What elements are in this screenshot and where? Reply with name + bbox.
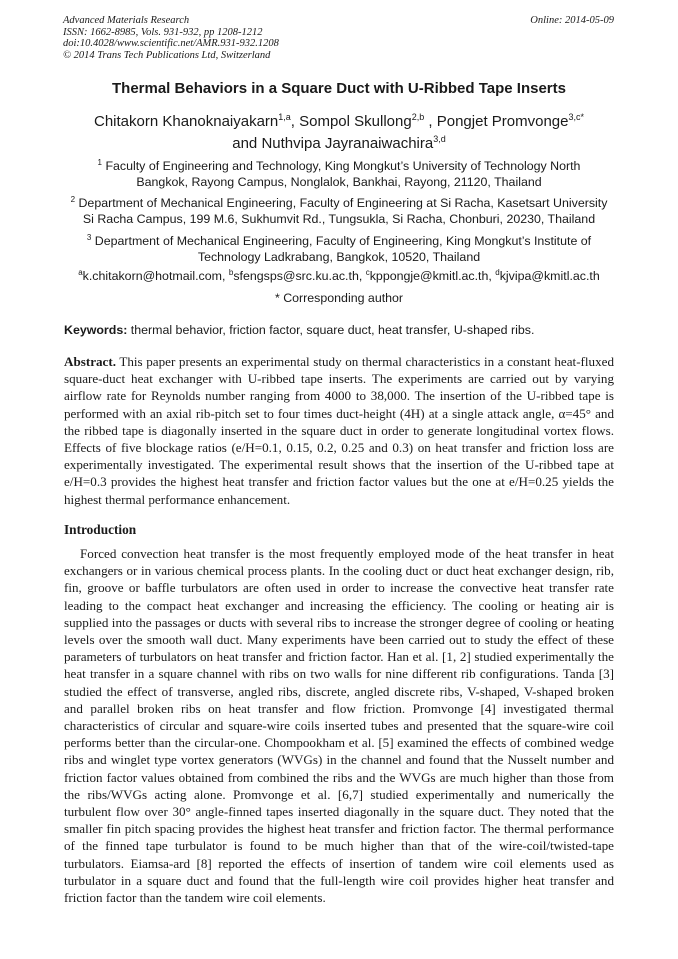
doi-line: doi:10.4028/www.scientific.net/AMR.931-932.1208: [63, 38, 279, 49]
author-affil-sup: 1,a: [278, 112, 291, 122]
introduction-heading: Introduction: [64, 522, 137, 537]
author-affil-sup: 3,d: [433, 134, 446, 144]
affiliation-line: Si Racha Campus, 199 M.6, Sukhumvit Rd., Tungsukla, Si Racha, Chonburi, 20230, Thailand: [82, 212, 596, 226]
author-name: Nuthvipa Jayranaiwachira: [261, 135, 434, 152]
paper-title: Thermal Behaviors in a Square Duct with U-Ribbed Tape Inserts: [112, 80, 566, 97]
abstract-label: Abstract.: [64, 354, 116, 369]
abstract: [64, 353, 614, 508]
email-link[interactable]: k.chitakorn@hotmail.com,: [82, 269, 226, 283]
keywords-label: Keywords:: [64, 323, 128, 337]
abstract-text: This paper presents an experimental study on thermal characteristics in a constant heat-fluxed square-duct heat exchanger with U-ribbed tape inserts. The experiments are carried out by varying airflow rate for Reynolds number ranging from 4000 to 38,000. The insertion of the U-ribbed tape is performed with an axial rib-pitch set to four times duct-height (4H) at a single attack angle, α=45° and the ribbed tape is diagonally inserted in the square duct in order to generate longitudinal vortex flows. Effects of five blockage ratios (e/H=0.1, 0.15, 0.2, 0.25 and 0.3) on heat transfer and friction loss are experimentally investigated. The experimental result shows that the insertion of the U-ribbed tape at e/H=0.3 provides the highest heat transfer and friction factor values but the one at e/H=0.25 yields the highest thermal performance enhancement.: [64, 354, 614, 507]
email-link[interactable]: kjvipa@kmitl.ac.th: [499, 269, 600, 283]
keywords-text: thermal behavior, friction factor, square duct, heat transfer, U-shaped ribs.: [127, 323, 535, 337]
affiliation-number: 1: [97, 158, 102, 167]
affiliation-1: [50, 158, 628, 190]
affiliation-number: 3: [86, 233, 92, 242]
author-list: Chitakorn Khanoknaiyakarn$^{1,a}$, Sompol Skullong$^{2,b}$ , Pongjet Promvonge$^{3,c*}$ and Nuthvipa Jayranaiwachira$^{3,d}$: [93, 112, 584, 152]
author-name: Chitakorn Khanoknaiyakarn: [93, 113, 279, 130]
affiliation-2: [50, 195, 628, 227]
corresponding-author-note: * Corresponding author: [274, 291, 404, 305]
affiliation-3: [50, 233, 628, 265]
online-date: Online: 2014-05-09: [530, 15, 614, 26]
author-affil-sup: 3,c*: [568, 112, 584, 122]
copyright-line: © 2014 Trans Tech Publications Ltd, Switzerland: [63, 49, 271, 61]
author-name: Pongjet Promvonge: [436, 113, 569, 130]
affiliation-line: Department of Mechanical Engineering, Faculty of Engineering, King Mongkut’s Institute of: [94, 234, 592, 248]
issn-line: ISSN: 1662-8985, Vols. 931-932, pp 1208-1212: [63, 26, 263, 38]
keywords: [64, 323, 534, 337]
author-name: Sompol Skullong: [299, 113, 412, 130]
affiliation-line: Department of Mechanical Engineering, Faculty of Engineering at Si Racha, Kasetsart University: [78, 196, 608, 210]
journal-header: [63, 15, 279, 61]
author-affil-sup: 2,b: [411, 112, 425, 122]
email-link[interactable]: kppongje@kmitl.ac.th,: [369, 269, 492, 283]
affiliation-line: Bangkok, Rayong Campus, Nonglalok, Bankhai, Rayong, 21120, Thailand: [136, 175, 542, 189]
email-line: $^a$k.chitakorn@hotmail.com, $^b$sfengsps@src.ku.ac.th, $^c$kppongje@kmitl.ac.th, $^d$kjvipa@kmitl.ac.th: [78, 268, 600, 283]
email-link[interactable]: sfengsps@src.ku.ac.th,: [233, 269, 363, 283]
journal-name: Advanced Materials Research: [63, 15, 190, 26]
affiliation-line: Faculty of Engineering and Technology, King Mongkut’s University of Technology North: [105, 159, 581, 173]
author-connector: and: [232, 135, 262, 152]
affiliation-line: Technology Ladkrabang, Bangkok, 10520, Thailand: [197, 250, 481, 264]
introduction-paragraph: Forced convection heat transfer is the most frequently employed mode of the heat transfer in heat exchangers or in various chemical process plants. In the cooling duct or duct heat exchanger design, rib, fin, groove or baffle turbulators are often used in order to increase the convective heat transfer rate leading to the compact heat exchanger and increasing the efficiency. The cooling or heating air is supplied into the passages or ducts with several ribs to increase the stronger degree of cooling or heating levels over the smooth wall duct. Many experiments have been carried out to study the effect of these parameters of turbulators on heat transfer and friction factor. Han et al. [1, 2] studied experimentally the heat transfer in a square channel with ribs on two walls for nine different rib configurations. Tanda [3] studied the effect of transverse, angled ribs, discrete, angled discrete ribs, V-shaped, V-shaped broken and parallel broken ribs on heat transfer and flow friction. Promvonge [4] investigated thermal characteristics of circular and square-wire coils inserted tubes and presented that the square-wire coil performs better than the circular-one. Chompookham et al. [5] examined the effects of combined wedge ribs and winglet type vortex generators (WVGs) in the channel and found that the Nusselt number and friction factor values obtained from combined the ribs and the WVGs are much higher than those from the ribs/WVGs acting alone. Promvonge et al. [6,7] studied experimentally and numerically the turbulent flow over 30° angle-finned tapes inserted diagonally in the square duct. They noted that the smaller fin pitch spacing provides the highest heat transfer and friction factor. The thermal performance of the finned tape turbulator is found to be much higher than that of the wire-coil/twisted-tape turbulators. Eiamsa-ard [8] reported the effects of insertion of tandem wire coil elements used as turbulator in a square duct and found that the full-length wire coil provides higher heat transfer and friction factor than the tandem wire coil elements.: [64, 546, 614, 906]
affiliation-number: 2: [70, 195, 76, 204]
